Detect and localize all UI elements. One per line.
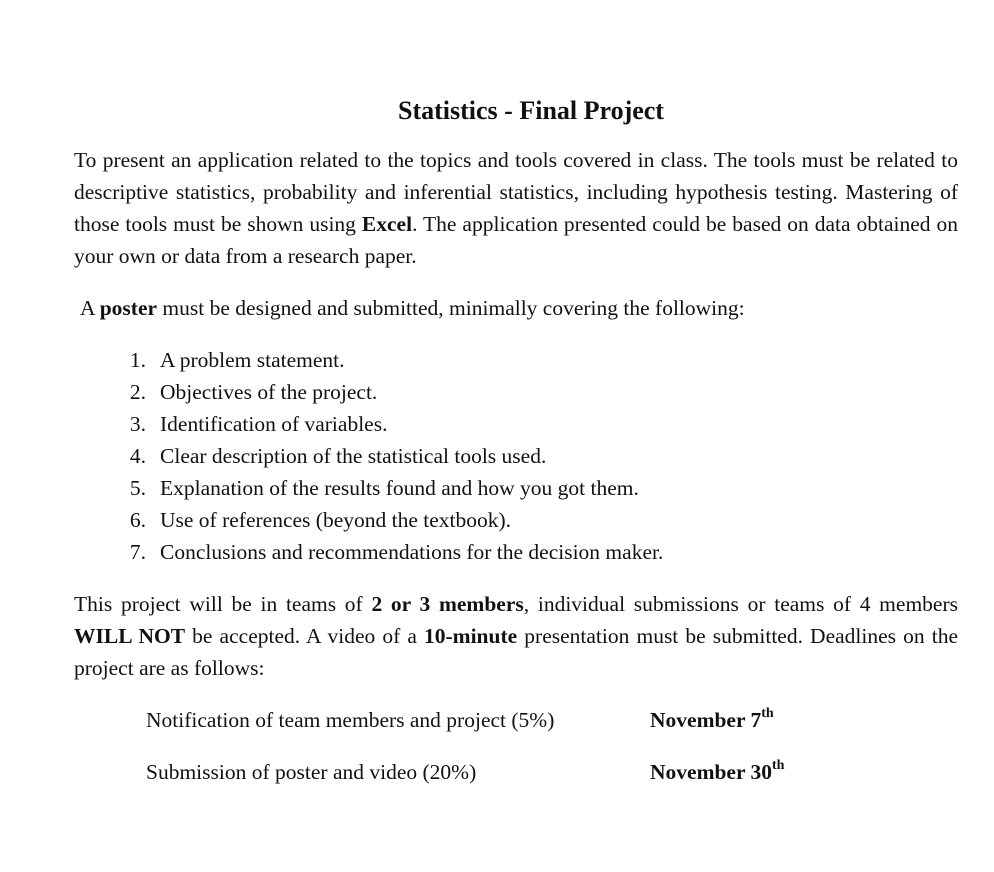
deadline-date-suffix: th (761, 705, 774, 721)
deadline-date-suffix: th (772, 757, 785, 773)
teams-paragraph (74, 588, 958, 684)
list-item-number: 4. (129, 444, 146, 468)
document-page (74, 92, 958, 808)
list-item-text: Identification of variables. (160, 412, 388, 436)
deadline-row (146, 756, 958, 788)
list-item-text: Conclusions and recommendations for the decision maker. (160, 540, 664, 564)
list-item (74, 504, 958, 536)
poster-lead-text-1: A (80, 296, 100, 320)
deadline-row (146, 704, 958, 736)
list-item-text: A problem statement. (160, 348, 345, 372)
list-item-number: 6. (129, 508, 146, 532)
teams-text-2: , individual submissions or teams of 4 members (523, 592, 958, 616)
deadline-label: Notification of team members and project (5%) (146, 708, 555, 732)
list-item-text: Explanation of the results found and how you got them. (160, 476, 639, 500)
deadline-label: Submission of poster and video (20%) (146, 760, 477, 784)
teams-text-3: be accepted. A video of a (185, 624, 425, 648)
excel-emphasis: Excel (361, 212, 413, 236)
deadline-date-text: November 30 (650, 760, 773, 784)
list-item-number: 1. (129, 348, 146, 372)
list-item (74, 536, 958, 568)
deadline-date-text: November 7 (650, 708, 762, 732)
poster-emphasis: poster (99, 296, 158, 320)
list-item-number: 2. (129, 380, 146, 404)
deadline-date (650, 704, 774, 736)
will-not-emphasis: WILL NOT (74, 624, 186, 648)
document-title: Statistics - Final Project (398, 96, 664, 125)
list-item-text: Use of references (beyond the textbook). (160, 508, 512, 532)
list-item (74, 376, 958, 408)
list-item (74, 408, 958, 440)
intro-text-2: . The application presented could be based on data obtained on your own or data from a research paper. (74, 212, 958, 268)
deadline-date (650, 756, 784, 788)
teams-text-1: This project will be in teams of (74, 592, 372, 616)
poster-lead (80, 292, 958, 324)
list-item-number: 5. (129, 476, 146, 500)
video-length-emphasis: 10-minute (424, 624, 518, 648)
list-item-number: 3. (129, 412, 146, 436)
list-item (74, 440, 958, 472)
intro-paragraph (74, 144, 958, 272)
intro-text-1: To present an application related to the topics and tools covered in class. The tools must be related to descriptive statistics, probability and inferential statistics, including hypothesis testing. Mastering of those tools must be shown using (74, 148, 958, 236)
list-item-number: 7. (129, 540, 146, 564)
requirements-list (74, 344, 958, 568)
list-item (74, 344, 958, 376)
poster-lead-text-2: must be designed and submitted, minimally covering the following: (157, 296, 745, 320)
deadlines-table (74, 704, 958, 788)
list-item (74, 472, 958, 504)
team-size-emphasis: 2 or 3 members (371, 592, 524, 616)
list-item-text: Objectives of the project. (160, 380, 378, 404)
list-item-text: Clear description of the statistical tools used. (160, 444, 547, 468)
teams-text-4: presentation must be submitted. Deadlines on the project are as follows: (74, 624, 958, 680)
